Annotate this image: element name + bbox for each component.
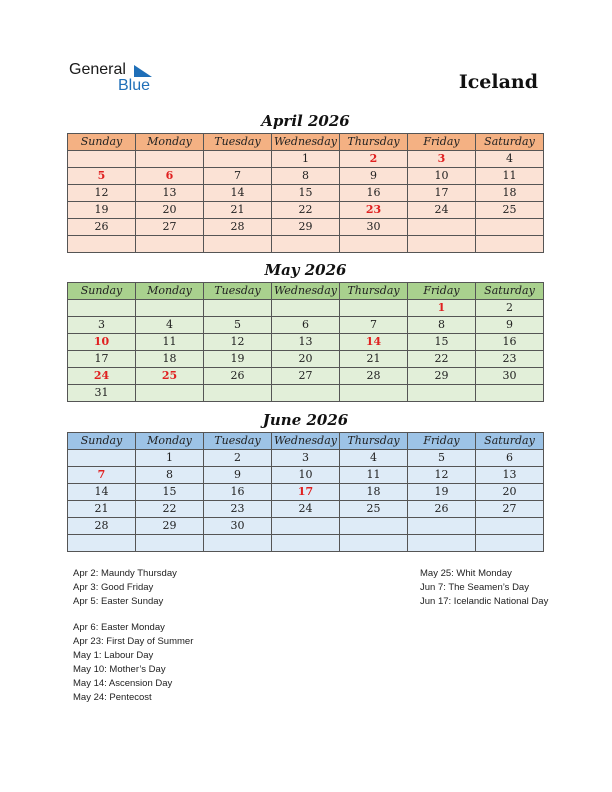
day-cell: 21 — [204, 202, 272, 219]
day-cell — [272, 385, 340, 402]
day-cell: 1 — [136, 450, 204, 467]
day-cell — [136, 151, 204, 168]
weekday-header: Monday — [136, 283, 204, 300]
day-cell — [340, 236, 408, 253]
calendar-june — [67, 432, 544, 552]
weekday-header: Wednesday — [272, 283, 340, 300]
day-cell: 12 — [408, 467, 476, 484]
logo-text-blue: Blue — [118, 77, 151, 94]
day-cell: 12 — [204, 334, 272, 351]
day-cell — [340, 535, 408, 552]
weekday-header: Saturday — [476, 134, 544, 151]
day-cell: 13 — [136, 185, 204, 202]
day-cell: 11 — [340, 467, 408, 484]
weekday-header: Tuesday — [204, 134, 272, 151]
week-row — [68, 334, 544, 351]
day-cell: 13 — [476, 467, 544, 484]
week-row — [68, 501, 544, 518]
holiday-note: May 24: Pentecost — [73, 692, 152, 703]
holiday-note: May 10: Mother’s Day — [73, 664, 166, 675]
day-cell: 3 — [408, 151, 476, 168]
day-cell: 11 — [476, 168, 544, 185]
day-cell: 5 — [408, 450, 476, 467]
weekday-header: Thursday — [340, 134, 408, 151]
day-cell: 28 — [68, 518, 136, 535]
day-cell — [204, 151, 272, 168]
day-cell: 8 — [272, 168, 340, 185]
day-cell — [68, 300, 136, 317]
day-cell — [340, 518, 408, 535]
weekday-header: Friday — [408, 283, 476, 300]
weekday-header: Monday — [136, 433, 204, 450]
day-cell: 6 — [272, 317, 340, 334]
day-cell: 2 — [204, 450, 272, 467]
day-cell: 8 — [408, 317, 476, 334]
holiday-list-right — [420, 567, 550, 609]
day-cell: 21 — [68, 501, 136, 518]
country-title: Iceland — [458, 71, 538, 93]
week-row — [68, 535, 544, 552]
day-cell: 22 — [272, 202, 340, 219]
calendar-may — [67, 282, 544, 402]
day-cell: 4 — [136, 317, 204, 334]
calendar-april — [67, 133, 544, 253]
day-cell: 6 — [476, 450, 544, 467]
weekday-header: Tuesday — [204, 283, 272, 300]
logo — [69, 61, 159, 97]
day-cell: 11 — [136, 334, 204, 351]
day-cell: 30 — [204, 518, 272, 535]
day-cell: 7 — [204, 168, 272, 185]
day-cell: 24 — [272, 501, 340, 518]
day-cell: 2 — [476, 300, 544, 317]
day-cell: 5 — [204, 317, 272, 334]
day-cell: 17 — [408, 185, 476, 202]
day-cell — [68, 236, 136, 253]
day-cell — [272, 535, 340, 552]
week-row — [68, 202, 544, 219]
day-cell: 10 — [408, 168, 476, 185]
holiday-list-left-1 — [73, 567, 273, 609]
day-cell: 6 — [136, 168, 204, 185]
day-cell: 2 — [340, 151, 408, 168]
weekday-header: Thursday — [340, 283, 408, 300]
day-cell — [204, 535, 272, 552]
week-row — [68, 185, 544, 202]
day-cell: 19 — [68, 202, 136, 219]
day-cell — [68, 450, 136, 467]
holiday-note: Apr 2: Maundy Thursday — [73, 568, 177, 579]
holiday-note: May 14: Ascension Day — [73, 678, 173, 689]
day-cell — [408, 535, 476, 552]
day-cell: 14 — [68, 484, 136, 501]
day-cell: 16 — [340, 185, 408, 202]
week-row — [68, 351, 544, 368]
month-title-april: April 2026 — [261, 112, 350, 130]
day-cell — [476, 518, 544, 535]
day-cell: 22 — [408, 351, 476, 368]
day-cell: 28 — [340, 368, 408, 385]
month-title-may: May 2026 — [264, 261, 347, 279]
day-cell: 10 — [68, 334, 136, 351]
day-cell: 15 — [408, 334, 476, 351]
day-cell — [476, 535, 544, 552]
day-cell — [476, 385, 544, 402]
week-row — [68, 300, 544, 317]
weekday-header: Wednesday — [272, 433, 340, 450]
day-cell: 17 — [68, 351, 136, 368]
day-cell — [408, 236, 476, 253]
day-cell: 25 — [476, 202, 544, 219]
day-cell: 27 — [476, 501, 544, 518]
day-cell — [204, 300, 272, 317]
day-cell: 17 — [272, 484, 340, 501]
day-cell — [476, 236, 544, 253]
weekday-header: Saturday — [476, 283, 544, 300]
day-cell: 9 — [340, 168, 408, 185]
day-cell — [408, 219, 476, 236]
day-cell — [204, 236, 272, 253]
day-cell: 22 — [136, 501, 204, 518]
day-cell — [68, 151, 136, 168]
day-cell: 23 — [204, 501, 272, 518]
week-row — [68, 219, 544, 236]
holiday-note: Apr 5: Easter Sunday — [73, 596, 164, 607]
week-row — [68, 484, 544, 501]
day-cell: 27 — [136, 219, 204, 236]
weekday-header: Friday — [408, 134, 476, 151]
day-cell: 7 — [340, 317, 408, 334]
day-cell: 28 — [204, 219, 272, 236]
day-cell: 1 — [408, 300, 476, 317]
weekday-header: Monday — [136, 134, 204, 151]
day-cell: 9 — [476, 317, 544, 334]
day-cell: 1 — [272, 151, 340, 168]
week-row — [68, 450, 544, 467]
day-cell — [340, 300, 408, 317]
day-cell: 29 — [408, 368, 476, 385]
day-cell: 19 — [408, 484, 476, 501]
day-cell: 24 — [68, 368, 136, 385]
day-cell: 20 — [476, 484, 544, 501]
day-cell: 25 — [340, 501, 408, 518]
day-cell: 27 — [272, 368, 340, 385]
holiday-note: Apr 23: First Day of Summer — [73, 636, 194, 647]
day-cell: 5 — [68, 168, 136, 185]
day-cell: 24 — [408, 202, 476, 219]
day-cell: 20 — [136, 202, 204, 219]
weekday-header: Sunday — [68, 283, 136, 300]
weekday-header: Friday — [408, 433, 476, 450]
week-row — [68, 151, 544, 168]
holiday-note: Apr 3: Good Friday — [73, 582, 154, 593]
day-cell — [136, 535, 204, 552]
day-cell — [136, 385, 204, 402]
day-cell: 18 — [340, 484, 408, 501]
holiday-note: Jun 17: Icelandic National Day — [420, 596, 549, 607]
day-cell: 20 — [272, 351, 340, 368]
weekday-header: Sunday — [68, 433, 136, 450]
weekday-header: Saturday — [476, 433, 544, 450]
day-cell: 23 — [476, 351, 544, 368]
day-cell: 7 — [68, 467, 136, 484]
day-cell — [476, 219, 544, 236]
holiday-list-left-2 — [73, 621, 273, 705]
day-cell — [136, 236, 204, 253]
day-cell: 23 — [340, 202, 408, 219]
day-cell: 16 — [476, 334, 544, 351]
day-cell — [408, 518, 476, 535]
day-cell: 4 — [340, 450, 408, 467]
week-row — [68, 368, 544, 385]
logo-text-general: General — [69, 61, 126, 78]
week-row — [68, 518, 544, 535]
day-cell: 14 — [340, 334, 408, 351]
day-cell: 15 — [272, 185, 340, 202]
holiday-note: May 25: Whit Monday — [420, 568, 512, 579]
day-cell — [272, 518, 340, 535]
day-cell — [204, 385, 272, 402]
day-cell: 16 — [204, 484, 272, 501]
week-row — [68, 168, 544, 185]
day-cell: 26 — [408, 501, 476, 518]
day-cell: 31 — [68, 385, 136, 402]
day-cell — [408, 385, 476, 402]
day-cell: 29 — [272, 219, 340, 236]
holiday-note: May 1: Labour Day — [73, 650, 154, 661]
week-row — [68, 467, 544, 484]
month-title-june: June 2026 — [262, 411, 349, 429]
day-cell: 26 — [204, 368, 272, 385]
logo-triangle-icon — [132, 64, 154, 78]
weekday-header: Wednesday — [272, 134, 340, 151]
day-cell: 15 — [136, 484, 204, 501]
day-cell: 12 — [68, 185, 136, 202]
day-cell: 19 — [204, 351, 272, 368]
day-cell: 14 — [204, 185, 272, 202]
day-cell: 3 — [68, 317, 136, 334]
day-cell: 30 — [476, 368, 544, 385]
weekday-header: Tuesday — [204, 433, 272, 450]
day-cell: 29 — [136, 518, 204, 535]
week-row — [68, 385, 544, 402]
holiday-note: Jun 7: The Seamen’s Day — [420, 582, 529, 593]
day-cell: 18 — [136, 351, 204, 368]
day-cell — [340, 385, 408, 402]
day-cell — [272, 300, 340, 317]
holiday-note: Apr 6: Easter Monday — [73, 622, 165, 633]
day-cell: 26 — [68, 219, 136, 236]
day-cell: 10 — [272, 467, 340, 484]
day-cell: 25 — [136, 368, 204, 385]
day-cell: 18 — [476, 185, 544, 202]
day-cell: 3 — [272, 450, 340, 467]
day-cell — [272, 236, 340, 253]
week-row — [68, 317, 544, 334]
weekday-header: Sunday — [68, 134, 136, 151]
day-cell: 8 — [136, 467, 204, 484]
week-row — [68, 236, 544, 253]
day-cell — [68, 535, 136, 552]
day-cell: 21 — [340, 351, 408, 368]
day-cell — [136, 300, 204, 317]
day-cell: 9 — [204, 467, 272, 484]
day-cell: 30 — [340, 219, 408, 236]
day-cell: 4 — [476, 151, 544, 168]
weekday-header: Thursday — [340, 433, 408, 450]
day-cell: 13 — [272, 334, 340, 351]
